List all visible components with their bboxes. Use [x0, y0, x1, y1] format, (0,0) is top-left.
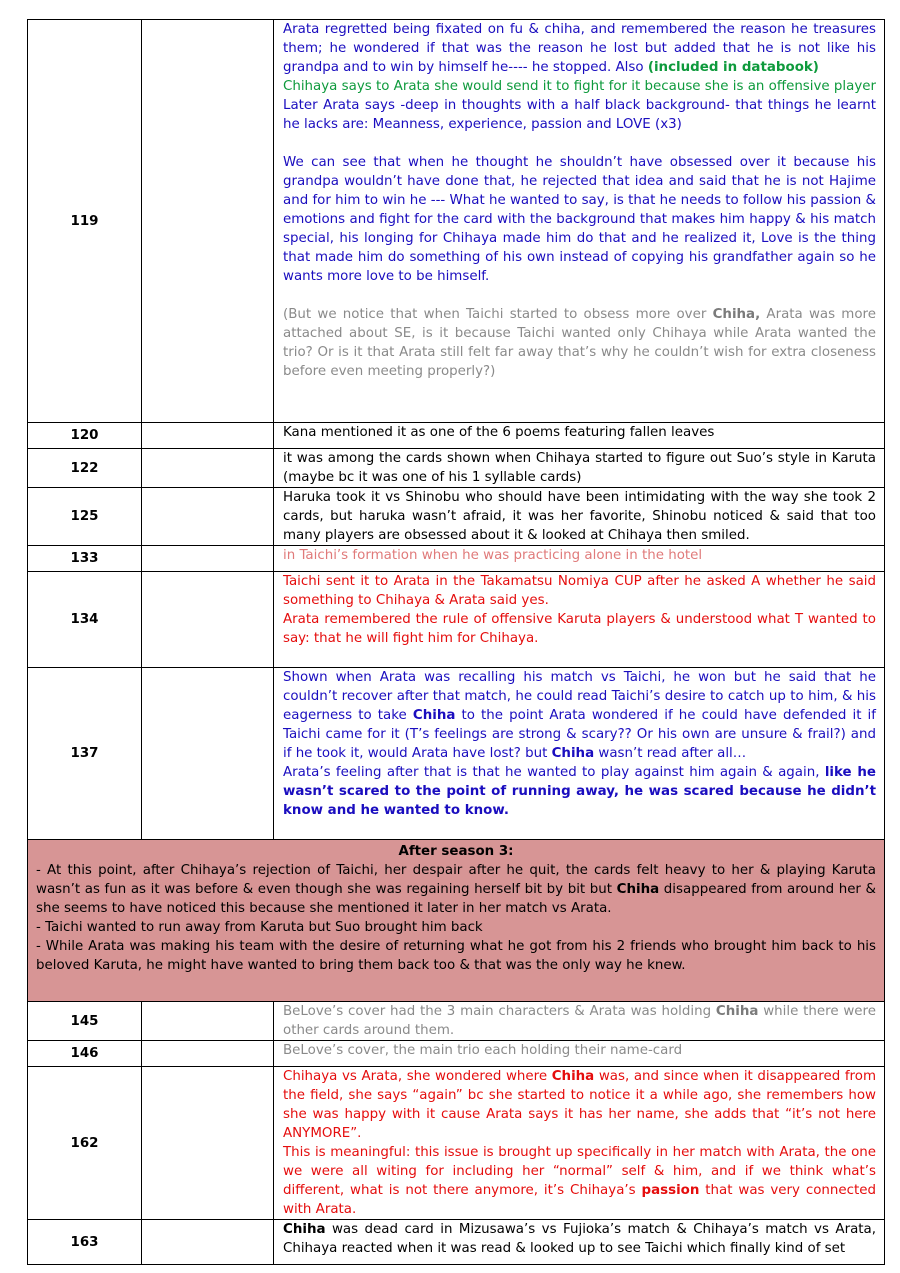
text-run: was, and since when it disappeared from the field, she says “again” bc she started to notice it a while ago, she remembers how she was happy with it cause Arata says it has her name, she adds that “it’s not here ANYMORE”. [283, 1069, 876, 1141]
text-run: Chiha [551, 1069, 595, 1084]
text-run: Taichi sent it to Arata in the Takamatsu Nomiya CUP after he asked A whether he said something to Chihaya & Arata said yes. [283, 574, 876, 608]
text-run: passion [641, 1183, 700, 1198]
empty-cell [142, 1220, 274, 1265]
section-line [36, 937, 876, 975]
text-run: Chihaya vs Arata, she wondered where [283, 1069, 552, 1084]
spacer [283, 820, 876, 839]
text-run: in Taichi’s formation when he was practicing alone in the hotel [283, 548, 703, 563]
chapter-number: 146 [28, 1041, 142, 1067]
note-cell [274, 20, 885, 423]
text-run: Arata’s feeling after that is that he wanted to play against him again & again, [283, 765, 825, 780]
spacer [283, 648, 876, 667]
empty-cell [142, 1067, 274, 1220]
text-run: This is meaningful: this issue is brought up specifically in her match with Arata, the one we were all witing for including her “normal” self & him, and if we think what’s different, what is not there anymore, it’s Chihaya’s [283, 1145, 876, 1198]
text-run: Shown when Arata was recalling his match vs Taichi, he won but he said that he couldn’t recover after that match, he could read Taichi’s desire to catch up to him, & his eagerness to take [283, 670, 876, 723]
note-paragraph [283, 1143, 876, 1219]
chapter-number: 162 [28, 1067, 142, 1220]
note-paragraph [283, 449, 876, 487]
text-run: Chiha [616, 882, 660, 897]
note-cell [274, 488, 885, 546]
empty-cell [142, 572, 274, 668]
spacer [283, 381, 876, 400]
note-paragraph [283, 763, 876, 820]
chapter-number: 120 [28, 423, 142, 449]
text-run: it was among the cards shown when Chihaya started to figure out Suo’s style in Karuta (maybe bc it was one of his 1 syllable cards) [283, 451, 876, 485]
empty-cell [142, 546, 274, 572]
note-paragraph [283, 572, 876, 610]
chapter-row [28, 20, 885, 423]
spacer [283, 286, 876, 305]
note-paragraph [283, 546, 876, 565]
chapter-number: 119 [28, 20, 142, 423]
chapter-number: 134 [28, 572, 142, 668]
note-paragraph [283, 1002, 876, 1040]
note-cell [274, 1041, 885, 1067]
chapter-number: 133 [28, 546, 142, 572]
note-cell [274, 1067, 885, 1220]
chapter-row [28, 1067, 885, 1220]
text-run: Haruka took it vs Shinobu who should have been intimidating with the way she took 2 cards, but haruka wasn’t afraid, it was her favorite, Shinobu noticed & said that too many players are obsessed about it & looked at Chihaya then smiled. [283, 490, 876, 543]
note-paragraph [283, 668, 876, 763]
chapter-number: 125 [28, 488, 142, 546]
chapter-row [28, 1002, 885, 1041]
text-run: like he wasn’t scared to the point of running away, he was scared because he didn’t know and he wanted to know. [283, 765, 876, 818]
text-run: Chiha, [712, 307, 761, 322]
note-cell [274, 572, 885, 668]
text-run: We can see that when he thought he shouldn’t have obsessed over it because his grandpa wouldn’t have done that, he rejected that idea and said that he is not Hajime and for him to win he --- What he wanted to say, is that he needs to follow his passion & emotions and fight for the card with the background that makes him happy & his match special, his longing for Chihaya made him do that and he realized it, Love is the thing that made him do something of his own instead of copying his grandfather again so he wants more love to be himself. [283, 155, 876, 284]
text-run: - Taichi wanted to run away from Karuta but Suo brought him back [36, 920, 483, 935]
chapter-row [28, 488, 885, 546]
chapter-row [28, 1220, 885, 1265]
text-run: Chiha [715, 1004, 759, 1019]
empty-cell [142, 668, 274, 840]
text-run: Arata was more attached about SE, is it because Taichi wanted only Chihaya while Arata wanted the trio? Or is it that Arata still felt far away that’s why he couldn’t wish for extra closeness before even meeting properly?) [283, 307, 876, 379]
note-paragraph [283, 305, 876, 381]
note-paragraph [283, 153, 876, 286]
text-run: that was very connected with Arata. [283, 1183, 876, 1217]
empty-cell [142, 20, 274, 423]
note-cell [274, 1002, 885, 1041]
chapter-row [28, 1041, 885, 1067]
note-paragraph [283, 1041, 876, 1060]
note-cell [274, 1220, 885, 1265]
section-line [36, 861, 876, 918]
chapter-number: 122 [28, 449, 142, 488]
text-run: wasn’t read after all… [594, 746, 747, 761]
text-run: (included in databook) [647, 60, 819, 75]
note-paragraph [283, 610, 876, 648]
note-paragraph [283, 20, 876, 77]
text-run: Chiha [551, 746, 595, 761]
text-run: - At this point, after Chihaya’s rejection of Taichi, her despair after he quit, the cards felt heavy to her & playing Karuta wasn’t as fun as it was before & even though she was regaining herself bit by bit but [36, 863, 876, 897]
empty-cell [142, 488, 274, 546]
section-cell [28, 840, 885, 1002]
empty-cell [142, 423, 274, 449]
chapter-row [28, 449, 885, 488]
table-body [28, 20, 885, 1265]
chapter-row [28, 423, 885, 449]
spacer [283, 134, 876, 153]
section-title: After season 3: [398, 844, 514, 859]
note-cell [274, 668, 885, 840]
empty-cell [142, 449, 274, 488]
text-run: disappeared from around her & she seems to have noticed this because she mentioned it later in her match vs Arata. [36, 882, 876, 916]
section-row [28, 840, 885, 1002]
chapter-row [28, 546, 885, 572]
note-paragraph [283, 423, 876, 442]
empty-cell [142, 1002, 274, 1041]
section-line [36, 918, 876, 937]
text-run: Kana mentioned it as one of the 6 poems featuring fallen leaves [283, 425, 715, 440]
chapter-notes-table [27, 19, 885, 1265]
text-run: Chihaya says to Arata she would send it to fight for it because she is an offensive player [283, 79, 877, 94]
chapter-number: 145 [28, 1002, 142, 1041]
text-run: Arata regretted being fixated on fu & chiha, and remembered the reason he treasures them; he wondered if that was the reason he lost but added that he is not like his grandpa and to win by himself he---- he stopped. Also [283, 22, 876, 75]
text-run: to the point Arata wondered if he could have defended it if Taichi came for it (T’s feelings are strong & scary?? Or his own are unsure & frail?) and if he took it, would Arata have lost? but [283, 708, 876, 761]
note-paragraph [283, 77, 876, 96]
chapter-row [28, 572, 885, 668]
text-run: Chiha [283, 1222, 326, 1237]
text-run: BeLove’s cover had the 3 main characters & Arata was holding [283, 1004, 716, 1019]
text-run: was dead card in Mizusawa’s vs Fujioka’s match & Chihaya’s match vs Arata, Chihaya reacted when it was read & looked up to see Taichi which finally kind of set [283, 1222, 876, 1256]
note-paragraph [283, 96, 876, 134]
text-run: Later Arata says -deep in thoughts with a half black background- that things he learnt he lacks are: Meanness, experience, passion and LOVE (x3) [283, 98, 876, 132]
empty-cell [142, 1041, 274, 1067]
note-paragraph [283, 488, 876, 545]
note-paragraph [283, 1067, 876, 1143]
chapter-number: 137 [28, 668, 142, 840]
text-run: (But we notice that when Taichi started to obsess more over [283, 307, 713, 322]
section-body [28, 861, 884, 975]
text-run: while there were other cards around them. [283, 1004, 876, 1038]
chapter-number: 163 [28, 1220, 142, 1265]
text-run: - While Arata was making his team with the desire of returning what he got from his 2 friends who brought him back to his beloved Karuta, he might have wanted to bring them back too & that was the only way he knew. [36, 939, 876, 973]
text-run: BeLove’s cover, the main trio each holding their name-card [283, 1043, 683, 1058]
text-run: Chiha [412, 708, 456, 723]
note-cell [274, 546, 885, 572]
note-paragraph [283, 1220, 876, 1258]
note-cell [274, 423, 885, 449]
chapter-row [28, 668, 885, 840]
text-run: Arata remembered the rule of offensive Karuta players & understood what T wanted to say: that he will fight him for Chihaya. [283, 612, 876, 646]
note-cell [274, 449, 885, 488]
